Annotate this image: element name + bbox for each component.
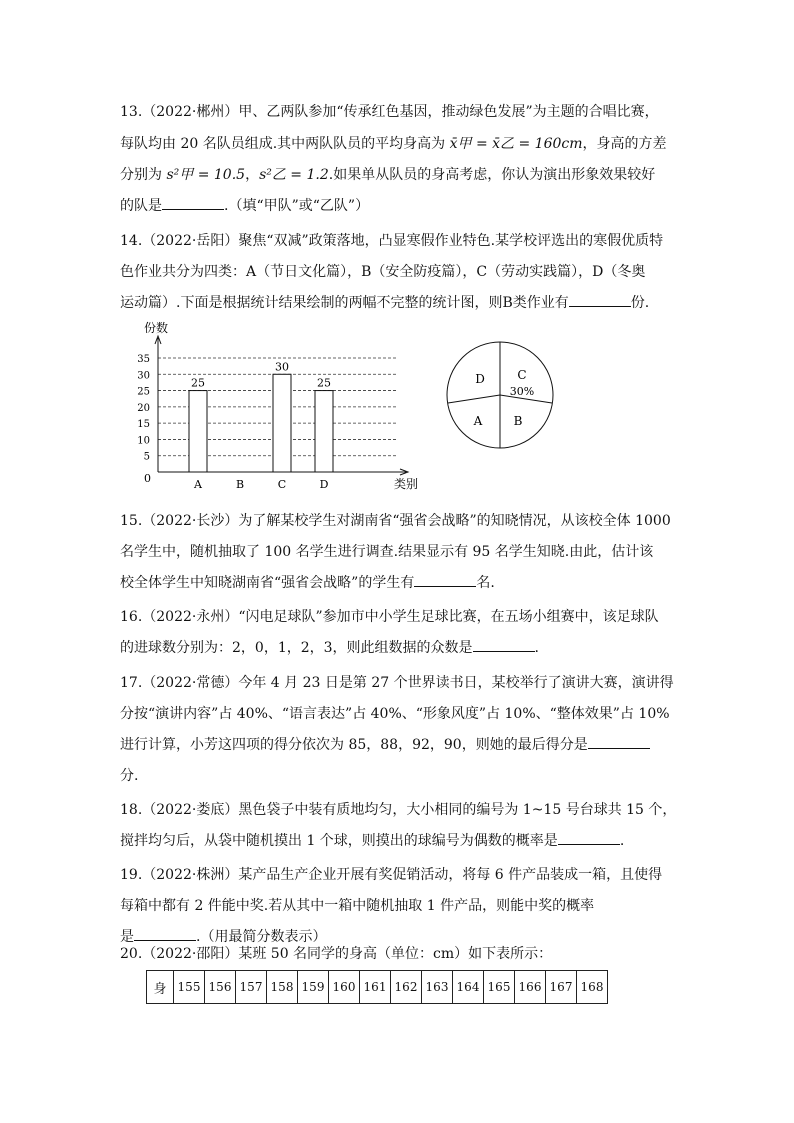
height-table [146, 970, 608, 1004]
origin-label: 0 [144, 472, 151, 485]
answer-blank[interactable] [162, 197, 224, 210]
pie-label-a: A [473, 414, 483, 428]
q16-line2: 的进球数分别为：2，0，1，2，3，则此组数据的众数是 . [120, 640, 539, 656]
answer-blank[interactable] [134, 928, 196, 941]
height-cell: 162 [391, 971, 422, 1004]
height-cell: 165 [484, 971, 515, 1004]
answer-blank[interactable] [473, 639, 535, 652]
mean-formula: x̄甲 = x̄乙 = 160cm [449, 136, 583, 152]
height-cell: 155 [174, 971, 205, 1004]
bar-chart-svg [118, 320, 438, 500]
x-tick-label: D [319, 478, 329, 491]
q19-line2: 每箱中都有 2 件能中奖.若从其中一箱中随机抽取 1 件产品，则能中奖的概率 [120, 898, 595, 914]
q13-line2: 每队均由 20 名队员组成.其中两队队员的平均身高为 x̄甲 = x̄乙 = 160cm，身高的方差 [120, 136, 667, 152]
q14-line3: 运动篇）.下面是根据统计结果绘制的两幅不完整的统计图，则B类作业有 份. [120, 295, 650, 311]
height-cell: 160 [329, 971, 360, 1004]
y-tick-label: 15 [137, 419, 150, 431]
height-cell: 168 [577, 971, 608, 1004]
q17-line1: 17.（2022·常德）今年 4 月 23 日是第 27 个世界读书日，某校举行了演讲大赛，演讲得 [120, 675, 674, 691]
x-axis-label: 类别 [394, 477, 419, 491]
bar-a [189, 391, 207, 472]
table-header-cell: 身 [147, 971, 174, 1004]
q15-line2: 名学生中，随机抽取了 100 名学生进行调查.结果显示有 95 名学生知晓.由此，估计该 [120, 544, 654, 560]
bar-d [315, 391, 333, 472]
height-cell: 164 [453, 971, 484, 1004]
height-cell: 159 [298, 971, 329, 1004]
q19-line3: 是 .（用最简分数表示） [120, 929, 327, 945]
y-tick-label: 25 [137, 386, 150, 398]
data-label-a: 25 [191, 376, 205, 390]
q13-line1: 13.（2022·郴州）甲、乙两队参加“传承红色基因，推动绿色发展”为主题的合唱比赛， [120, 104, 659, 120]
y-tick-label: 35 [137, 354, 150, 365]
table-row [147, 971, 608, 1004]
q16-line1: 16.（2022·永州）“闪电足球队”参加市中小学生足球比赛，在五场小组赛中，该足球队 [120, 609, 659, 625]
q13-line4: 的队是 .（填“甲队”或“乙队”） [120, 198, 370, 214]
pie-divider-left [448, 395, 500, 403]
q15-line1: 15.（2022·长沙）为了解某校学生对湖南省“强省会战略”的知晓情况，从该校全体 1000 [120, 513, 671, 529]
q17-line4: 分. [120, 768, 139, 784]
q17-line2: 分按“演讲内容”占 40%、“语言表达”占 40%、“形象风度”占 10%、“整体效果”占 10% [120, 706, 670, 722]
pie-label-c-percent: 30% [509, 385, 535, 398]
height-cell: 163 [422, 971, 453, 1004]
height-cell: 161 [360, 971, 391, 1004]
data-label-d: 25 [317, 376, 331, 390]
q14-line2: 色作业共分为四类：A（节日文化篇），B（安全防疫篇），C（劳动实践篇），D（冬奥 [120, 264, 646, 280]
q20-line1: 20.（2022·邵阳）某班 50 名同学的身高（单位：cm）如下表所示： [120, 946, 553, 962]
q13-line3: 分别为 s²甲 = 10.5，s²乙 = 1.2.如果单从队员的身高考虑，你认为演出形象效果较好 [120, 167, 656, 183]
data-label-c: 30 [275, 360, 289, 374]
height-cell: 156 [205, 971, 236, 1004]
y-tick-label: 5 [143, 451, 150, 463]
y-tick-label: 20 [137, 402, 150, 414]
x-tick-label: A [194, 478, 202, 491]
q15-line3: 校全体学生中知晓湖南省“强省会战略”的学生有 名. [120, 575, 495, 591]
pie-label-b: B [513, 414, 523, 428]
answer-blank[interactable] [414, 574, 476, 587]
pie-label-d: D [475, 372, 485, 386]
y-tick-label: 10 [137, 435, 150, 447]
answer-blank[interactable] [558, 832, 620, 845]
pie-chart-svg [440, 335, 560, 455]
pie-label-c: C [517, 368, 527, 382]
q18-line2: 搅拌均匀后，从袋中随机摸出 1 个球，则摸出的球编号为偶数的概率是 . [120, 833, 625, 849]
height-cell: 167 [546, 971, 577, 1004]
variance-yi: s²乙 = 1.2 [259, 167, 329, 183]
height-cell: 157 [236, 971, 267, 1004]
pie-chart [440, 335, 560, 455]
q19-line1: 19.（2022·株洲）某产品生产企业开展有奖促销活动，将每 6 件产品装成一箱，且使得 [120, 867, 663, 883]
bar-c [273, 374, 291, 472]
height-cell: 158 [267, 971, 298, 1004]
variance-jia: s²甲 = 10.5 [166, 167, 246, 183]
x-tick-label: B [235, 478, 245, 491]
q14-line1: 14.（2022·岳阳）聚焦“双减”政策落地，凸显寒假作业特色.某学校评选出的寒假优质特 [120, 233, 664, 249]
y-axis-label: 份数 [144, 321, 169, 335]
answer-blank[interactable] [588, 736, 650, 749]
y-tick-label: 30 [137, 370, 150, 382]
x-tick-label: C [277, 478, 287, 491]
height-cell: 166 [515, 971, 546, 1004]
answer-blank[interactable] [569, 294, 631, 307]
bar-chart [118, 320, 438, 500]
q18-line1: 18.（2022·娄底）黑色袋子中装有质地均匀，大小相同的编号为 1~15 号台球共 15 个， [120, 802, 677, 818]
q17-line3: 进行计算，小芳这四项的得分依次为 85，88，92，90，则她的最后得分是 [120, 736, 650, 754]
